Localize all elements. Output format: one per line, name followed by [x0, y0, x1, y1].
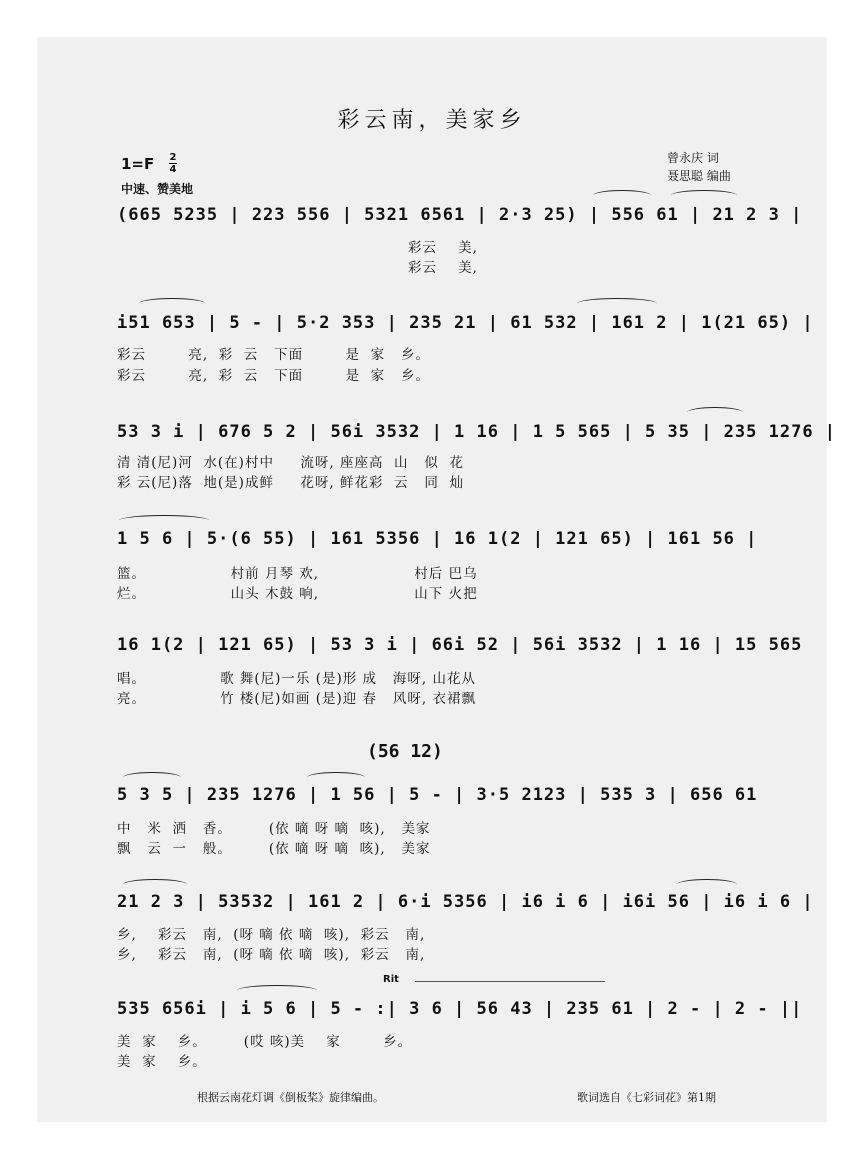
footer-lyrics-source: 歌词选自《七彩词花》第1期 — [577, 1091, 716, 1104]
lyrics-line-7-verse2: 乡, 彩云 南, (呀 嘀 依 嘀 咳), 彩云 南, — [117, 947, 426, 963]
slur-mark — [687, 407, 743, 418]
song-title: 彩云南，美家乡 — [337, 108, 527, 133]
slur-mark — [677, 879, 737, 890]
slur-mark — [671, 190, 737, 201]
lyrics-line-2-verse2: 彩云 亮, 彩 云 下面 是 家 乡。 — [117, 368, 430, 384]
slur-mark — [593, 190, 651, 201]
time-signature-bottom: 4 — [169, 164, 177, 175]
score-sheet — [37, 37, 837, 1122]
notation-line-2: i51 653 | 5 - | 5·2 353 | 235 21 | 61 532 | 161 2 | 1(21 65) | — [117, 313, 814, 333]
time-signature — [169, 152, 177, 175]
optional-notes: (56 12) — [367, 741, 443, 762]
tempo-marking: 中速、赞美地 — [121, 182, 194, 196]
lyrics-line-8-verse2: 美 家 乡。 — [117, 1054, 207, 1070]
slur-mark — [139, 298, 205, 309]
lyrics-line-4-verse1: 篮。 村前 月琴 欢, 村后 巴乌 — [117, 566, 478, 582]
key-signature: 1=F — [121, 155, 155, 173]
time-signature-top: 2 — [169, 152, 177, 163]
lyrics-line-5-verse1: 唱。 歌 舞(尼)一乐 (是)形 成 海呀, 山花从 — [117, 671, 476, 687]
lyrics-line-6-verse1: 中 米 洒 香。 (依 嘀 呀 嘀 咳), 美家 — [117, 821, 431, 837]
slur-mark — [119, 515, 209, 526]
slur-mark — [577, 298, 657, 309]
slur-mark — [237, 985, 317, 996]
lyrics-line-6-verse2: 飘 云 一 般。 (依 嘀 呀 嘀 咳), 美家 — [117, 841, 431, 857]
lyrics-line-1-verse1: 彩云 美, — [117, 240, 478, 256]
slur-mark — [307, 772, 365, 783]
lyrics-line-8-verse1: 美 家 乡。 (哎 咳)美 家 乡。 — [117, 1034, 413, 1050]
footer-source-note: 根据云南花灯调《倒板桨》旋律编曲。 — [197, 1091, 384, 1104]
notation-line-8: 535 656i | i 5 6 | 5 - :| 3 6 | 56 43 | 235 61 | 2 - | 2 - || — [117, 999, 803, 1019]
lyrics-line-7-verse1: 乡, 彩云 南, (呀 嘀 依 嘀 咳), 彩云 南, — [117, 927, 426, 943]
notation-line-6: 5 3 5 | 235 1276 | 1 56 | 5 - | 3·5 2123 | 535 3 | 656 61 — [117, 785, 758, 805]
lyrics-line-3-verse2: 彩 云(尼)落 地(是)成鲜 花呀, 鲜花彩 云 同 灿 — [117, 475, 465, 491]
slur-mark — [123, 879, 187, 890]
lyrics-line-1-verse2: 彩云 美, — [117, 260, 478, 276]
ritardando-line — [415, 981, 605, 982]
lyricist-credit: 曾永庆 词 — [667, 151, 719, 165]
notation-line-5: 16 1(2 | 121 65) | 53 3 i | 66i 52 | 56i 3532 | 1 16 | 15 565 — [117, 635, 803, 655]
notation-line-1: (665 5235 | 223 556 | 5321 6561 | 2·3 25) | 556 61 | 21 2 3 | — [117, 205, 803, 225]
lyrics-line-3-verse1: 清 清(尼)河 水(在)村中 流呀, 座座高 山 似 花 — [117, 455, 465, 471]
notation-line-3: 53 3 i | 676 5 2 | 56i 3532 | 1 16 | 1 5 565 | 5 35 | 235 1276 | — [117, 422, 837, 442]
notation-line-7: 21 2 3 | 53532 | 161 2 | 6·i 5356 | i6 i 6 | i6i 56 | i6 i 6 | — [117, 892, 814, 912]
lyrics-line-5-verse2: 亮。 竹 楼(尼)如画 (是)迎 春 风呀, 衣裙飘 — [117, 691, 476, 707]
lyrics-line-2-verse1: 彩云 亮, 彩 云 下面 是 家 乡。 — [117, 347, 430, 363]
notation-line-4: 1 5 6 | 5·(6 55) | 161 5356 | 16 1(2 | 121 65) | 161 56 | — [117, 529, 758, 549]
lyrics-line-4-verse2: 烂。 山头 木鼓 响, 山下 火把 — [117, 586, 478, 602]
slur-mark — [123, 772, 181, 783]
ritardando-marking: Rit — [383, 974, 399, 985]
arranger-credit: 聂思聪 编曲 — [667, 169, 731, 183]
